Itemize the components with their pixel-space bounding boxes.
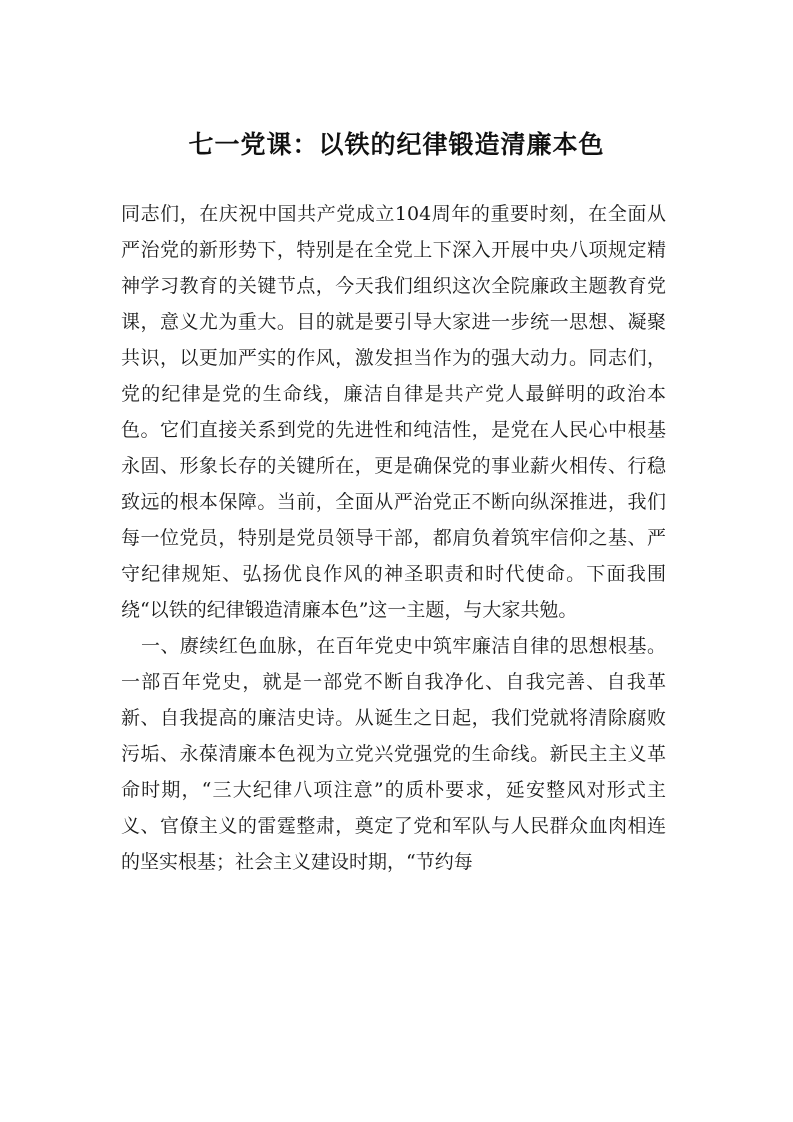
document-title: 七一党课：以铁的纪律锻造清廉本色	[188, 130, 605, 159]
document-body	[121, 196, 666, 880]
paragraph-section-one: 一、赓续红色血脉，在百年党史中筑牢廉洁自律的思想根基。一部百年党史，就是一部党不断自我净化、自我完善、自我革新、自我提高的廉洁史诗。从诞生之日起，我们党就将清除腐败污垢、永葆清廉本色视为立党兴党强党的生命线。新民主主义革命时期，“三大纪律八项注意”的质朴要求，延安整风对形式主义、官僚主义的雷霆整肃，奠定了党和军队与人民群众血肉相连的坚实根基；社会主义建设时期，“节约每	[121, 635, 666, 873]
paragraph-intro: 同志们，在庆祝中国共产党成立104周年的重要时刻，在全面从严治党的新形势下，特别是在全党上下深入开展中央八项规定精神学习教育的关键节点，今天我们组织这次全院廉政主题教育党课，意义尤为重大。目的就是要引导大家进一步统一思想、凝聚共识，以更加严实的作风，激发担当作为的强大动力。同志们，党的纪律是党的生命线，廉洁自律是共产党人最鲜明的政治本色。它们直接关系到党的先进性和纯洁性，是党在人民心中根基永固、形象长存的关键所在，更是确保党的事业薪火相传、行稳致远的根本保障。当前，全面从严治党正不断向纵深推进，我们每一位党员，特别是党员领导干部，都肩负着筑牢信仰之基、严守纪律规矩、弘扬优良作风的神圣职责和时代使命。下面我围绕“以铁的纪律锻造清廉本色”这一主题，与大家共勉。	[121, 203, 666, 621]
